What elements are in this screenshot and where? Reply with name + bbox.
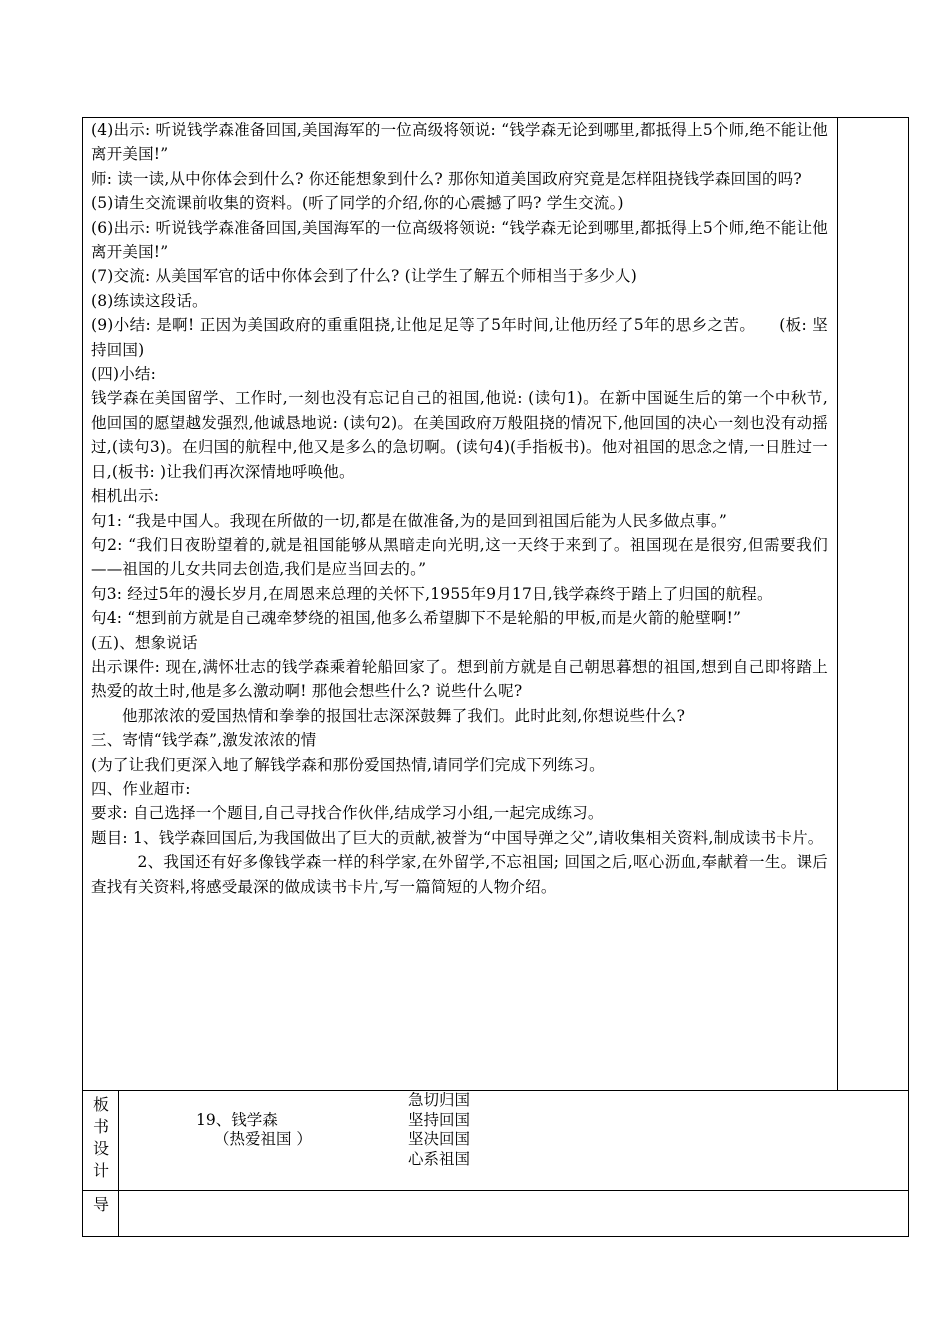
sentence-2: 句2: “我们日夜盼望着的,就是祖国能够从黑暗走向光明,这一天终于来到了。祖国现在是很穷,但需要我们——祖国的儿女共同去创造,我们是应当回去的。” (91, 535, 828, 579)
board-item: 心系祖国 (408, 1149, 471, 1168)
board-items (408, 1091, 470, 1169)
table-row-divider-guide (82, 1190, 909, 1191)
sentence-3: 句3: 经过5年的漫长岁月,在周恩来总理的关怀下,1955年9月17日,钱学森终于踏上了归国的航程。 (91, 584, 773, 603)
paragraph-10: 相机出示: (91, 487, 160, 506)
board-design-label (84, 1094, 118, 1182)
lesson-content (91, 118, 828, 899)
guide-label: 导 (92, 1195, 109, 1214)
exercise-2: 2、我国还有好多像钱学森一样的科学家,在外留学,不忘祖国; 回国之后,呕心沥血,奉献着一生。课后查找有关资料,将感受最深的做成读书卡片,写一篇简短的人物介绍。 (91, 853, 828, 896)
paragraph-5: (7)交流: 从美国军官的话中你体会到了什么? (让学生了解五个师相当于多少人) (91, 267, 637, 286)
board-label-char: 书 (92, 1117, 109, 1136)
table-label-column-divider (118, 1090, 119, 1237)
board-label-char: 板 (92, 1095, 109, 1114)
board-title: 19、钱学森 (196, 1111, 278, 1129)
paragraph-3: (5)请生交流课前收集的资料。(听了同学的介绍,你的心震撼了吗? 学生交流。) (91, 194, 624, 213)
paragraph-7: (9)小结: 是啊! 正因为美国政府的重重阻挠,让他足足等了5年时间,让他历经了5年的思乡之苦。 (板: 坚持回国) (91, 316, 828, 359)
board-label-char: 计 (92, 1161, 109, 1180)
paragraph-19: (为了让我们更深入地了解钱学森和那份爱国热情,请同学们完成下列练习。 (91, 755, 605, 774)
section-heading-summary: (四)小结: (91, 365, 157, 384)
table-right-column-divider (837, 117, 838, 1090)
paragraph-16: 出示课件: 现在,满怀壮志的钱学森乘着轮船回家了。想到前方就是自己朝思暮想的祖国,想到自己即将踏上热爱的故土时,他是多么激动啊! 那他会想些什么? 说些什么呢? (91, 657, 828, 701)
sentence-1: 句1: “我是中国人。我现在所做的一切,都是在做准备,为的是回到祖国后能为人民多做点事。” (91, 511, 727, 530)
paragraph-9: 钱学森在美国留学、工作时,一刻也没有忘记自己的祖国,他说: (读句1)。在新中国诞生后的第一个中秋节,他回国的愿望越发强烈,他诚恳地说: (读句2)。在美国政府万般阻挠的情况下,他回国的决心一刻也没有动摇过,(读句3)。在归国的航程中,他又是多么的急切啊。(读句4)(手指板书)。他对祖国的思念之情,一日胜过一日,(板书: )让我们再次深情地呼唤他。 (91, 389, 828, 481)
board-item: 急切归国 (408, 1091, 471, 1109)
paragraph-6: (8)练读这段话。 (91, 291, 208, 310)
paragraph-4: (6)出示: 听说钱学森准备回国,美国海军的一位高级将领说: “钱学森无论到哪里,都抵得上5个师,绝不能让他离开美国!” (91, 218, 828, 262)
board-label-char: 设 (92, 1139, 109, 1158)
board-item: 坚决回国 (408, 1130, 471, 1148)
table-row-divider-board (82, 1090, 909, 1091)
sentence-4: 句4: “想到前方就是自己魂牵梦绕的祖国,他多么希望脚下不是轮船的甲板,而是火箭的舱壁啊!” (91, 609, 742, 628)
paragraph-17: 他那浓浓的爱国热情和拳拳的报国壮志深深鼓舞了我们。此时此刻,你想说些什么? (122, 706, 686, 725)
board-item: 坚持回国 (408, 1110, 471, 1129)
section-heading-four: 四、作业超市: (91, 779, 191, 798)
section-heading-three: 三、寄情“钱学森”,激发浓浓的情 (91, 731, 317, 750)
paragraph-21: 要求: 自己选择一个题目,自己寻找合作伙伴,结成学习小组,一起完成练习。 (91, 804, 604, 823)
section-heading-imagine: (五)、想象说话 (91, 633, 198, 652)
board-subtitle: （热爱祖国 ） (214, 1130, 312, 1148)
exercise-1: 题目: 1、钱学森回国后,为我国做出了巨大的贡献,被誉为“中国导弹之父”,请收集相关资料,制成读书卡片。 (91, 828, 824, 847)
paragraph-2: 师: 读一读,从中你体会到什么? 你还能想象到什么? 那你知道美国政府究竟是怎样阻挠钱学森回国的吗? (91, 169, 802, 188)
paragraph-1: (4)出示: 听说钱学森准备回国,美国海军的一位高级将领说: “钱学森无论到哪里,都抵得上5个师,绝不能让他离开美国!” (91, 121, 828, 164)
